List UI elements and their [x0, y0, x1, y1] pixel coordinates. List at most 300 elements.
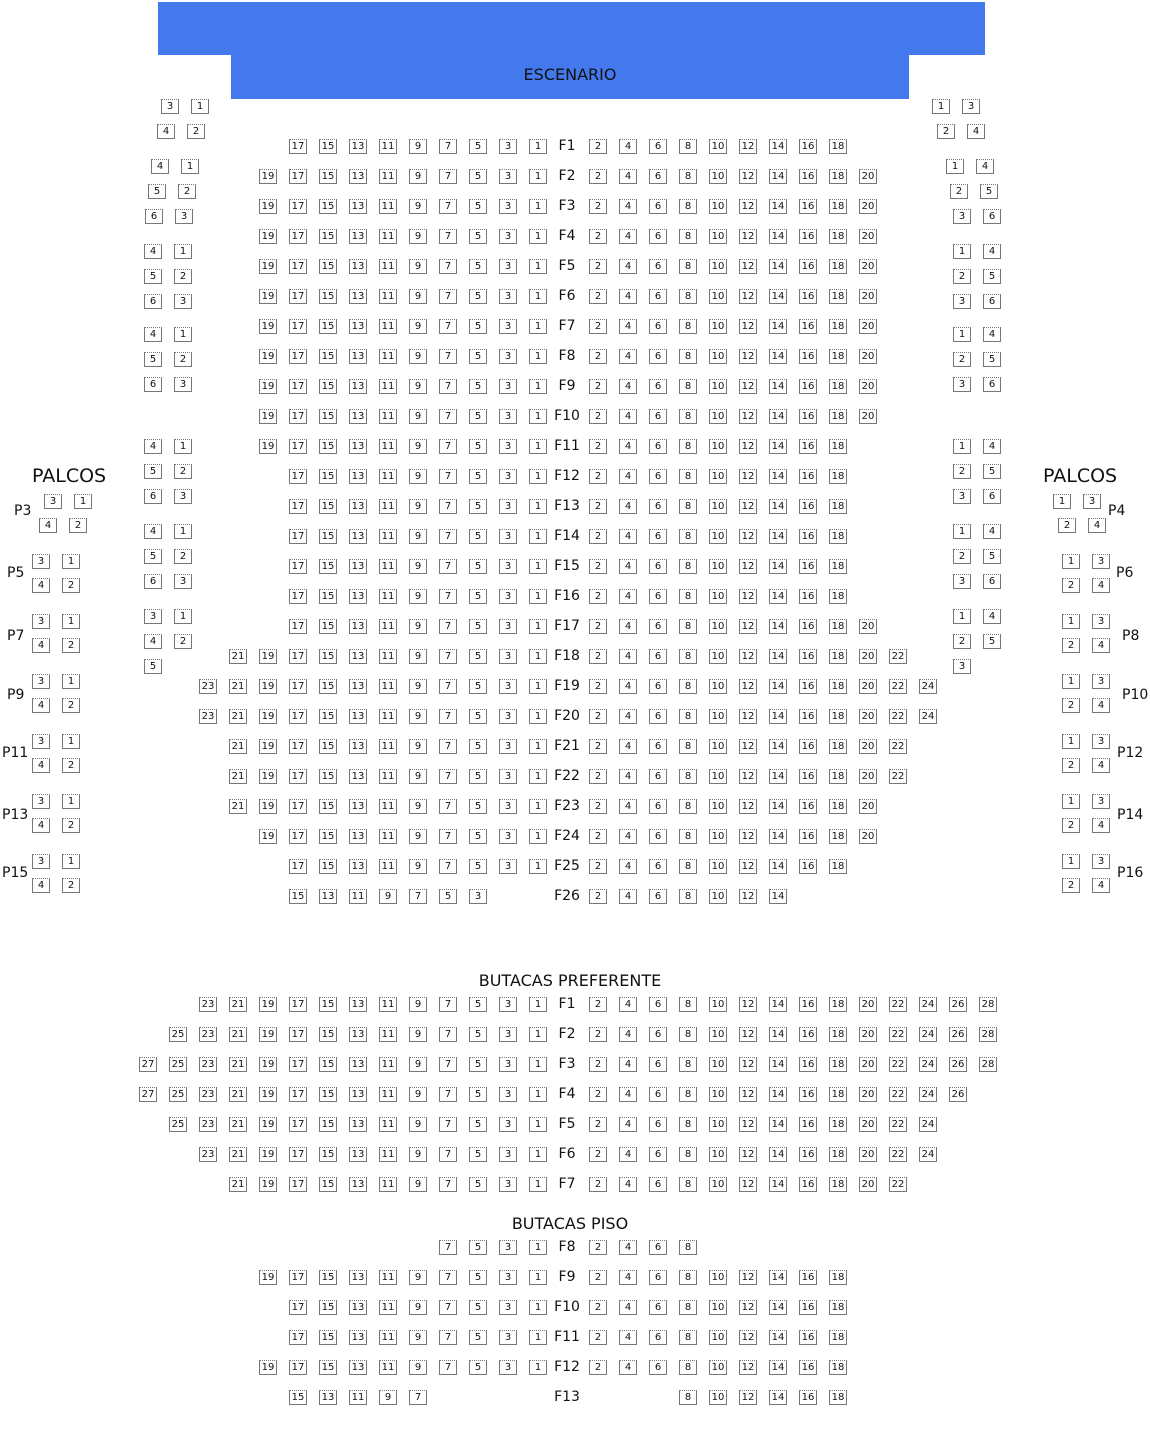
box-seat[interactable]: 2 [1062, 638, 1080, 653]
box-seat[interactable]: 4 [144, 524, 162, 539]
seat[interactable]: 15 [319, 199, 337, 214]
seat[interactable]: 16 [799, 1177, 817, 1192]
seat[interactable]: 18 [829, 559, 847, 574]
seat[interactable]: 12 [739, 199, 757, 214]
seat[interactable]: 7 [439, 1330, 457, 1345]
seat[interactable]: 5 [469, 769, 487, 784]
seat[interactable]: 17 [289, 1330, 307, 1345]
seat[interactable]: 7 [439, 1270, 457, 1285]
seat[interactable]: 2 [589, 1360, 607, 1375]
seat[interactable]: 5 [469, 319, 487, 334]
seat[interactable]: 1 [529, 469, 547, 484]
seat[interactable]: 17 [289, 679, 307, 694]
seat[interactable]: 19 [259, 1087, 277, 1102]
box-seat[interactable]: 5 [144, 352, 162, 367]
seat[interactable]: 2 [589, 829, 607, 844]
seat[interactable]: 1 [529, 139, 547, 154]
seat[interactable]: 18 [829, 997, 847, 1012]
seat[interactable]: 13 [349, 439, 367, 454]
seat[interactable]: 3 [499, 349, 517, 364]
seat[interactable]: 15 [319, 1117, 337, 1132]
seat[interactable]: 5 [469, 1117, 487, 1132]
seat[interactable]: 14 [769, 829, 787, 844]
seat[interactable]: 18 [829, 679, 847, 694]
seat[interactable]: 16 [799, 349, 817, 364]
seat[interactable]: 2 [589, 499, 607, 514]
seat[interactable]: 20 [859, 409, 877, 424]
box-seat[interactable]: 1 [946, 159, 964, 174]
seat[interactable]: 8 [679, 1240, 697, 1255]
seat[interactable]: 15 [319, 1027, 337, 1042]
box-seat[interactable]: 4 [32, 878, 50, 893]
seat[interactable]: 10 [709, 1390, 727, 1405]
seat[interactable]: 19 [259, 1270, 277, 1285]
seat[interactable]: 17 [289, 1087, 307, 1102]
seat[interactable]: 10 [709, 259, 727, 274]
box-seat[interactable]: 2 [953, 269, 971, 284]
seat[interactable]: 3 [499, 1270, 517, 1285]
seat[interactable]: 15 [319, 1330, 337, 1345]
seat[interactable]: 7 [439, 439, 457, 454]
seat[interactable]: 9 [409, 799, 427, 814]
seat[interactable]: 21 [229, 799, 247, 814]
box-seat[interactable]: 2 [1062, 758, 1080, 773]
seat[interactable]: 8 [679, 1087, 697, 1102]
seat[interactable]: 14 [769, 319, 787, 334]
seat[interactable]: 5 [439, 889, 457, 904]
seat[interactable]: 16 [799, 439, 817, 454]
box-seat[interactable]: 2 [174, 352, 192, 367]
box-seat[interactable]: 3 [953, 377, 971, 392]
box-seat[interactable]: 5 [983, 634, 1001, 649]
seat[interactable]: 2 [589, 289, 607, 304]
seat[interactable]: 8 [679, 439, 697, 454]
seat[interactable]: 4 [619, 1087, 637, 1102]
seat[interactable]: 2 [589, 709, 607, 724]
seat[interactable]: 17 [289, 469, 307, 484]
seat[interactable]: 12 [739, 829, 757, 844]
seat[interactable]: 13 [349, 139, 367, 154]
seat[interactable]: 4 [619, 499, 637, 514]
seat[interactable]: 15 [319, 169, 337, 184]
seat[interactable]: 18 [829, 1390, 847, 1405]
seat[interactable]: 13 [349, 529, 367, 544]
box-seat[interactable]: 3 [32, 554, 50, 569]
seat[interactable]: 17 [289, 409, 307, 424]
seat[interactable]: 18 [829, 1360, 847, 1375]
seat[interactable]: 8 [679, 997, 697, 1012]
seat[interactable]: 2 [589, 769, 607, 784]
box-seat[interactable]: 3 [174, 489, 192, 504]
box-seat[interactable]: 2 [187, 124, 205, 139]
seat[interactable]: 13 [349, 1300, 367, 1315]
seat[interactable]: 9 [409, 469, 427, 484]
box-seat[interactable]: 2 [62, 638, 80, 653]
seat[interactable]: 5 [469, 289, 487, 304]
seat[interactable]: 11 [379, 379, 397, 394]
seat[interactable]: 7 [439, 769, 457, 784]
seat[interactable]: 3 [499, 1240, 517, 1255]
box-seat[interactable]: 4 [32, 698, 50, 713]
seat[interactable]: 20 [859, 319, 877, 334]
seat[interactable]: 15 [319, 529, 337, 544]
box-seat[interactable]: 4 [32, 578, 50, 593]
seat[interactable]: 3 [499, 769, 517, 784]
seat[interactable]: 4 [619, 1360, 637, 1375]
seat[interactable]: 12 [739, 379, 757, 394]
seat[interactable]: 13 [349, 679, 367, 694]
seat[interactable]: 4 [619, 409, 637, 424]
box-seat[interactable]: 3 [1092, 734, 1110, 749]
seat[interactable]: 18 [829, 439, 847, 454]
seat[interactable]: 10 [709, 1177, 727, 1192]
seat[interactable]: 1 [529, 229, 547, 244]
seat[interactable]: 9 [409, 1117, 427, 1132]
seat[interactable]: 9 [409, 499, 427, 514]
seat[interactable]: 3 [499, 997, 517, 1012]
seat[interactable]: 15 [319, 859, 337, 874]
seat[interactable]: 9 [409, 1057, 427, 1072]
seat[interactable]: 12 [739, 499, 757, 514]
seat[interactable]: 7 [439, 349, 457, 364]
box-seat[interactable]: 5 [983, 352, 1001, 367]
seat[interactable]: 7 [409, 889, 427, 904]
seat[interactable]: 21 [229, 769, 247, 784]
box-seat[interactable]: 4 [967, 124, 985, 139]
seat[interactable]: 12 [739, 1390, 757, 1405]
seat[interactable]: 11 [379, 439, 397, 454]
box-seat[interactable]: 3 [174, 377, 192, 392]
seat[interactable]: 15 [319, 1177, 337, 1192]
seat[interactable]: 9 [379, 889, 397, 904]
seat[interactable]: 11 [379, 259, 397, 274]
seat[interactable]: 17 [289, 439, 307, 454]
seat[interactable]: 14 [769, 1057, 787, 1072]
box-seat[interactable]: 5 [144, 659, 162, 674]
seat[interactable]: 15 [319, 1300, 337, 1315]
seat[interactable]: 10 [709, 1270, 727, 1285]
seat[interactable]: 4 [619, 709, 637, 724]
seat[interactable]: 10 [709, 559, 727, 574]
seat[interactable]: 9 [409, 589, 427, 604]
seat[interactable]: 14 [769, 379, 787, 394]
seat[interactable]: 10 [709, 229, 727, 244]
seat[interactable]: 3 [499, 1117, 517, 1132]
seat[interactable]: 25 [169, 1117, 187, 1132]
seat[interactable]: 16 [799, 829, 817, 844]
seat[interactable]: 9 [409, 649, 427, 664]
seat[interactable]: 11 [379, 349, 397, 364]
seat[interactable]: 1 [529, 1270, 547, 1285]
seat[interactable]: 15 [319, 1360, 337, 1375]
seat[interactable]: 12 [739, 259, 757, 274]
seat[interactable]: 15 [319, 769, 337, 784]
seat[interactable]: 1 [529, 199, 547, 214]
seat[interactable]: 18 [829, 739, 847, 754]
seat[interactable]: 6 [649, 289, 667, 304]
seat[interactable]: 20 [859, 799, 877, 814]
box-seat[interactable]: 2 [1058, 518, 1076, 533]
seat[interactable]: 18 [829, 589, 847, 604]
seat[interactable]: 2 [589, 1330, 607, 1345]
seat[interactable]: 17 [289, 1057, 307, 1072]
seat[interactable]: 18 [829, 1300, 847, 1315]
box-seat[interactable]: 1 [1062, 734, 1080, 749]
seat[interactable]: 24 [919, 1027, 937, 1042]
seat[interactable]: 1 [529, 1117, 547, 1132]
seat[interactable]: 4 [619, 379, 637, 394]
seat[interactable]: 3 [499, 829, 517, 844]
seat[interactable]: 3 [499, 1330, 517, 1345]
seat[interactable]: 23 [199, 1027, 217, 1042]
seat[interactable]: 11 [379, 1117, 397, 1132]
seat[interactable]: 6 [649, 709, 667, 724]
seat[interactable]: 2 [589, 349, 607, 364]
box-seat[interactable]: 2 [950, 184, 968, 199]
seat[interactable]: 7 [409, 1390, 427, 1405]
seat[interactable]: 7 [439, 1087, 457, 1102]
seat[interactable]: 14 [769, 679, 787, 694]
seat[interactable]: 16 [799, 499, 817, 514]
seat[interactable]: 15 [319, 379, 337, 394]
seat[interactable]: 5 [469, 349, 487, 364]
seat[interactable]: 14 [769, 469, 787, 484]
seat[interactable]: 14 [769, 1147, 787, 1162]
seat[interactable]: 7 [439, 1240, 457, 1255]
seat[interactable]: 8 [679, 559, 697, 574]
seat[interactable]: 19 [259, 799, 277, 814]
seat[interactable]: 15 [319, 139, 337, 154]
seat[interactable]: 17 [289, 199, 307, 214]
seat[interactable]: 2 [589, 1087, 607, 1102]
seat[interactable]: 1 [529, 619, 547, 634]
box-seat[interactable]: 1 [62, 614, 80, 629]
seat[interactable]: 13 [349, 319, 367, 334]
seat[interactable]: 12 [739, 289, 757, 304]
seat[interactable]: 9 [379, 1390, 397, 1405]
seat[interactable]: 7 [439, 709, 457, 724]
seat[interactable]: 13 [349, 589, 367, 604]
seat[interactable]: 26 [949, 997, 967, 1012]
seat[interactable]: 1 [529, 1027, 547, 1042]
seat[interactable]: 16 [799, 649, 817, 664]
seat[interactable]: 16 [799, 739, 817, 754]
seat[interactable]: 7 [439, 1177, 457, 1192]
seat[interactable]: 15 [319, 229, 337, 244]
seat[interactable]: 11 [379, 859, 397, 874]
seat[interactable]: 21 [229, 739, 247, 754]
box-seat[interactable]: 4 [983, 439, 1001, 454]
seat[interactable]: 4 [619, 559, 637, 574]
seat[interactable]: 3 [499, 859, 517, 874]
seat[interactable]: 4 [619, 1300, 637, 1315]
seat[interactable]: 16 [799, 679, 817, 694]
seat[interactable]: 6 [649, 1270, 667, 1285]
seat[interactable]: 27 [139, 1087, 157, 1102]
seat[interactable]: 4 [619, 649, 637, 664]
seat[interactable]: 3 [499, 649, 517, 664]
seat[interactable]: 19 [259, 229, 277, 244]
seat[interactable]: 21 [229, 1177, 247, 1192]
seat[interactable]: 14 [769, 799, 787, 814]
seat[interactable]: 16 [799, 769, 817, 784]
seat[interactable]: 13 [349, 859, 367, 874]
seat[interactable]: 3 [499, 529, 517, 544]
seat[interactable]: 20 [859, 829, 877, 844]
seat[interactable]: 20 [859, 169, 877, 184]
seat[interactable]: 2 [589, 439, 607, 454]
seat[interactable]: 17 [289, 1147, 307, 1162]
seat[interactable]: 9 [409, 289, 427, 304]
seat[interactable]: 2 [589, 1117, 607, 1132]
seat[interactable]: 13 [319, 1390, 337, 1405]
seat[interactable]: 9 [409, 1177, 427, 1192]
seat[interactable]: 13 [349, 769, 367, 784]
box-seat[interactable]: 3 [1083, 494, 1101, 509]
seat[interactable]: 2 [589, 229, 607, 244]
seat[interactable]: 3 [499, 1057, 517, 1072]
seat[interactable]: 8 [679, 1270, 697, 1285]
seat[interactable]: 13 [349, 469, 367, 484]
seat[interactable]: 5 [469, 1360, 487, 1375]
seat[interactable]: 11 [349, 889, 367, 904]
seat[interactable]: 16 [799, 1117, 817, 1132]
seat[interactable]: 4 [619, 739, 637, 754]
seat[interactable]: 9 [409, 997, 427, 1012]
seat[interactable]: 11 [379, 769, 397, 784]
seat[interactable]: 4 [619, 1270, 637, 1285]
seat[interactable]: 6 [649, 1087, 667, 1102]
seat[interactable]: 11 [379, 1087, 397, 1102]
seat[interactable]: 2 [589, 379, 607, 394]
box-seat[interactable]: 3 [1092, 854, 1110, 869]
seat[interactable]: 7 [439, 499, 457, 514]
box-seat[interactable]: 3 [953, 574, 971, 589]
seat[interactable]: 9 [409, 1300, 427, 1315]
box-seat[interactable]: 1 [62, 794, 80, 809]
seat[interactable]: 20 [859, 289, 877, 304]
seat[interactable]: 1 [529, 1240, 547, 1255]
box-seat[interactable]: 2 [1062, 698, 1080, 713]
seat[interactable]: 12 [739, 709, 757, 724]
box-seat[interactable]: 5 [983, 269, 1001, 284]
seat[interactable]: 1 [529, 349, 547, 364]
seat[interactable]: 1 [529, 709, 547, 724]
box-seat[interactable]: 3 [953, 659, 971, 674]
seat[interactable]: 6 [649, 739, 667, 754]
box-seat[interactable]: 2 [953, 464, 971, 479]
seat[interactable]: 8 [679, 649, 697, 664]
seat[interactable]: 20 [859, 349, 877, 364]
seat[interactable]: 4 [619, 619, 637, 634]
seat[interactable]: 1 [529, 439, 547, 454]
seat[interactable]: 18 [829, 619, 847, 634]
seat[interactable]: 15 [319, 1057, 337, 1072]
seat[interactable]: 5 [469, 1087, 487, 1102]
seat[interactable]: 17 [289, 1027, 307, 1042]
box-seat[interactable]: 4 [1092, 698, 1110, 713]
seat[interactable]: 20 [859, 709, 877, 724]
seat[interactable]: 6 [649, 529, 667, 544]
seat[interactable]: 18 [829, 169, 847, 184]
seat[interactable]: 15 [319, 1147, 337, 1162]
seat[interactable]: 16 [799, 589, 817, 604]
seat[interactable]: 9 [409, 439, 427, 454]
seat[interactable]: 8 [679, 1057, 697, 1072]
seat[interactable]: 12 [739, 739, 757, 754]
box-seat[interactable]: 3 [32, 674, 50, 689]
seat[interactable]: 9 [409, 169, 427, 184]
seat[interactable]: 16 [799, 709, 817, 724]
seat[interactable]: 11 [379, 649, 397, 664]
seat[interactable]: 10 [709, 499, 727, 514]
seat[interactable]: 18 [829, 1027, 847, 1042]
seat[interactable]: 15 [319, 799, 337, 814]
box-seat[interactable]: 2 [178, 184, 196, 199]
seat[interactable]: 10 [709, 649, 727, 664]
seat[interactable]: 7 [439, 409, 457, 424]
seat[interactable]: 16 [799, 997, 817, 1012]
box-seat[interactable]: 2 [1062, 878, 1080, 893]
seat[interactable]: 8 [679, 799, 697, 814]
seat[interactable]: 15 [289, 1390, 307, 1405]
seat[interactable]: 11 [379, 1027, 397, 1042]
box-seat[interactable]: 4 [983, 327, 1001, 342]
seat[interactable]: 5 [469, 679, 487, 694]
seat[interactable]: 18 [829, 799, 847, 814]
seat[interactable]: 3 [499, 589, 517, 604]
seat[interactable]: 4 [619, 1147, 637, 1162]
seat[interactable]: 16 [799, 799, 817, 814]
seat[interactable]: 8 [679, 739, 697, 754]
seat[interactable]: 13 [349, 649, 367, 664]
seat[interactable]: 15 [319, 349, 337, 364]
seat[interactable]: 2 [589, 997, 607, 1012]
seat[interactable]: 2 [589, 1300, 607, 1315]
seat[interactable]: 25 [169, 1087, 187, 1102]
seat[interactable]: 21 [229, 1027, 247, 1042]
box-seat[interactable]: 3 [953, 209, 971, 224]
seat[interactable]: 5 [469, 1027, 487, 1042]
seat[interactable]: 3 [499, 1300, 517, 1315]
seat[interactable]: 3 [499, 139, 517, 154]
seat[interactable]: 9 [409, 529, 427, 544]
seat[interactable]: 22 [889, 679, 907, 694]
seat[interactable]: 7 [439, 469, 457, 484]
seat[interactable]: 20 [859, 1147, 877, 1162]
seat[interactable]: 8 [679, 1330, 697, 1345]
seat[interactable]: 6 [649, 229, 667, 244]
seat[interactable]: 1 [529, 799, 547, 814]
seat[interactable]: 3 [469, 889, 487, 904]
seat[interactable]: 1 [529, 289, 547, 304]
seat[interactable]: 1 [529, 1177, 547, 1192]
seat[interactable]: 13 [349, 799, 367, 814]
seat[interactable]: 11 [379, 1147, 397, 1162]
seat[interactable]: 16 [799, 859, 817, 874]
seat[interactable]: 1 [529, 679, 547, 694]
box-seat[interactable]: 2 [62, 878, 80, 893]
seat[interactable]: 4 [619, 529, 637, 544]
seat[interactable]: 14 [769, 1087, 787, 1102]
seat[interactable]: 15 [319, 259, 337, 274]
seat[interactable]: 8 [679, 169, 697, 184]
seat[interactable]: 6 [649, 139, 667, 154]
seat[interactable]: 14 [769, 559, 787, 574]
seat[interactable]: 18 [829, 529, 847, 544]
seat[interactable]: 5 [469, 439, 487, 454]
seat[interactable]: 8 [679, 1360, 697, 1375]
